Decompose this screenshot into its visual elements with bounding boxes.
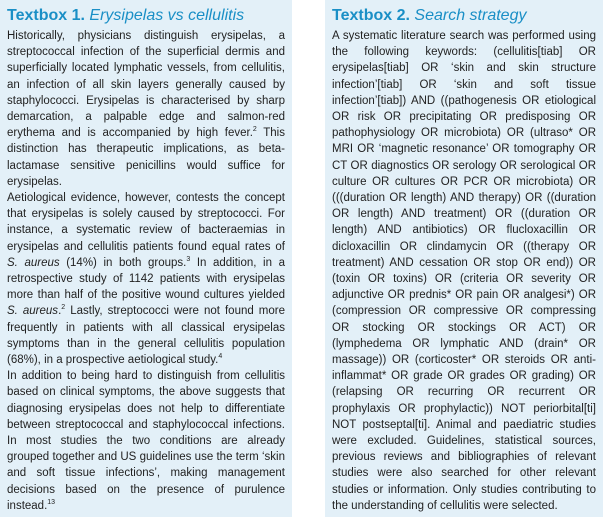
italic-species-name: S. aureus <box>7 256 60 269</box>
text-run: . <box>58 305 62 318</box>
textbox2-paragraph <box>332 28 596 514</box>
italic-species-name: S. aureus <box>7 305 59 318</box>
textbox1-body <box>7 28 285 514</box>
text-run: In addition, in a retrospective study of 1142 patients with erysipelas more than half of the positive wound cultures yielded <box>7 256 285 302</box>
textbox2-heading <box>332 6 596 26</box>
textbox1-label: Textbox 1. <box>7 7 85 24</box>
textbox1-heading <box>7 6 285 26</box>
textbox2-body <box>332 28 596 514</box>
text-run: A systematic literature search was performed using the following keywords: (cellulitis[tiab] OR erysipelas[tiab] OR ‘skin and skin structure infection’[tiab] OR ‘skin and soft tissue infection’[tiab]) AND ((pathogenesis OR etiological OR risk OR precipitating OR predisposing OR pathophysiology OR microbiota) OR (ultraso* OR MRI OR ‘magnetic resonance’ OR tomography OR CT OR diagnostics OR serology OR serological OR culture OR cultures OR PCR OR microbiota) OR (((duration OR length) AND therapy) OR ((duration OR length) AND treatment) OR ((duration OR length) AND antibiotics) OR flucloxacillin OR dicloxacillin OR clindamycin OR ((therapy OR treatment) AND cessation OR stop OR end)) OR (toxin OR toxins) OR (criteria OR severity OR adjunctive OR prednis* OR pain OR analgesi*) OR (compression OR compressive OR compressing OR stocking OR stockings OR ACT) OR (lymphedema OR lymphatic AND (drain* OR massage)) OR (corticoster* OR steroids OR anti-inflammat* OR grade OR grades OR grading) OR (relapsing OR recurring OR recurrent OR prophylaxis OR prophylactic)) NOT periorbital[ti] NOT postseptal[ti]. Animal and paediatric studies were excluded. Guidelines, statistical sources, previous reviews and bibliographies of relevant studies were also searched for other relevant studies or information. Only studies contributing to the understanding of cellulitis were selected. <box>332 30 596 512</box>
textbox2-title: Search strategy <box>414 7 527 24</box>
textbox-erysipelas-vs-cellulitis <box>0 0 292 517</box>
textbox1-paragraph <box>7 190 285 368</box>
reference-superscript: 2 <box>252 126 257 134</box>
reference-superscript: 3 <box>186 256 191 264</box>
textbox2-label: Textbox 2. <box>332 7 410 24</box>
textbox-search-strategy <box>325 0 603 517</box>
reference-superscript: 13 <box>47 499 56 507</box>
textbox1-title: Erysipelas vs cellulitis <box>89 7 245 24</box>
textbox1-paragraph <box>7 368 285 514</box>
textbox1-paragraph <box>7 28 285 190</box>
text-run: In addition to being hard to distinguish from cellulitis based on clinical symptoms, the above suggests that diagnosing erysipelas does not help to differentiate between streptococcal and staphylococcal infections. In most studies the two conditions are already grouped together and US guidelines use the term ‘skin and soft tissue infections’, making management decisions based on the presence of purulence instead. <box>7 370 285 512</box>
text-run: Aetiological evidence, however, contests the concept that erysipelas is solely caused by streptococci. For instance, a systematic review of bacteraemias in erysipelas and cellulitis patients found equal rates of <box>7 192 285 253</box>
reference-superscript: 4 <box>218 353 223 361</box>
text-run: Lastly, streptococci were not found more frequently in patients with all classical erysipelas symptoms than in the general cellulitis population (68%), in a prospective aetiological study. <box>7 305 285 367</box>
text-run: Historically, physicians distinguish erysipelas, a streptococcal infection of the superficial dermis and superficially located lymphatic vessels, from cellulitis, an infection of all skin layers generally caused by staphylococci. Erysipelas is characterised by sharp demarcation, a palpable edge and salmon-red erythema and is accompanied by high fever. <box>7 30 285 140</box>
text-run: This distinction has therapeutic implications, as beta-lactamase sensitive penicillins would suffice for erysipelas. <box>7 127 285 188</box>
text-run: (14%) in both groups. <box>59 256 187 269</box>
reference-superscript: 2 <box>61 304 66 312</box>
